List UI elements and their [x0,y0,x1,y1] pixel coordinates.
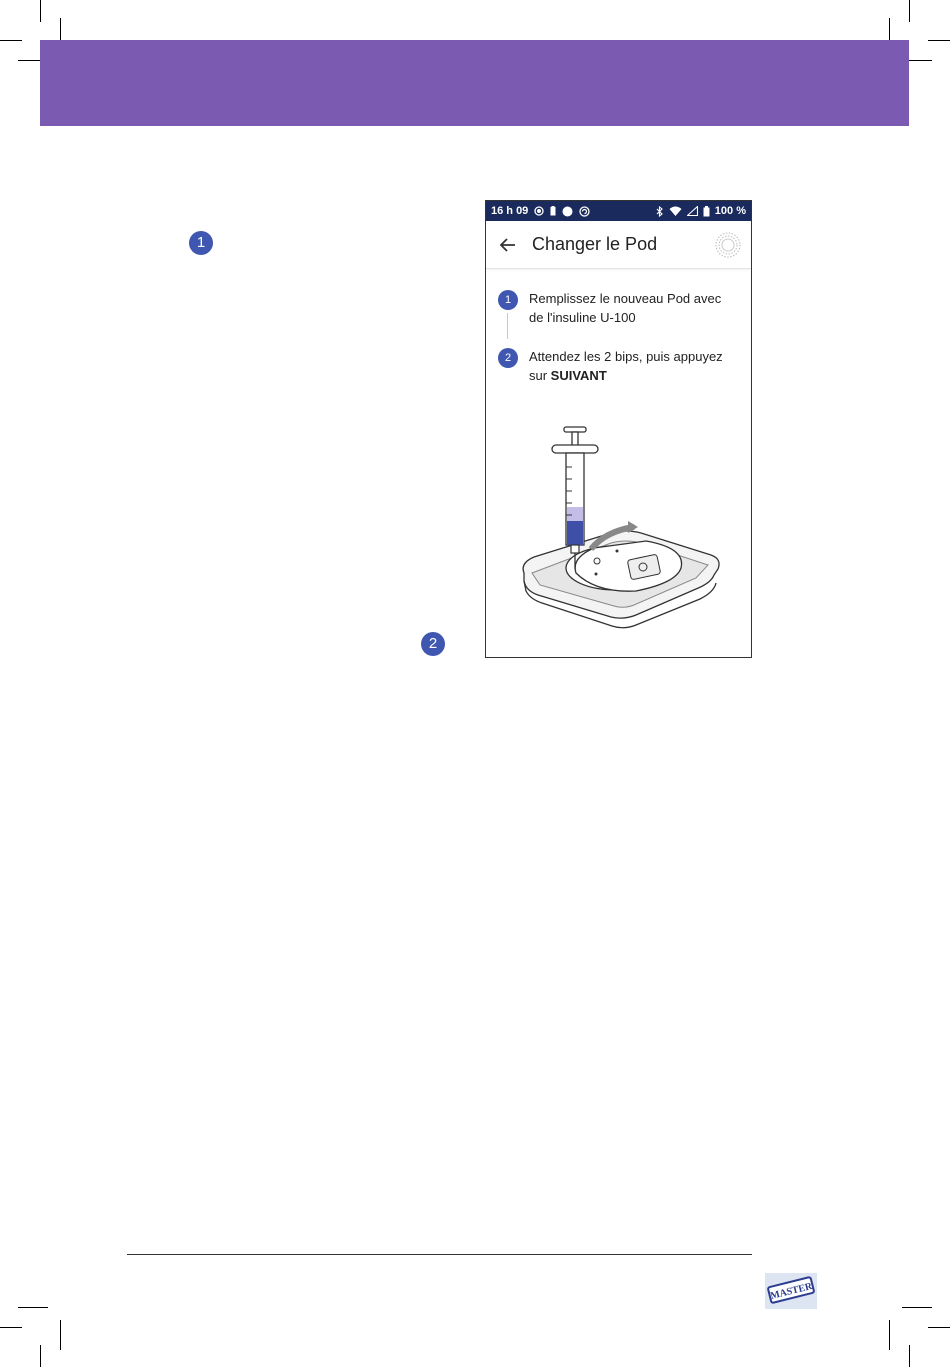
step-number: 1 [498,290,518,310]
step-marker-1: 1 [189,231,213,255]
header-band [40,40,909,126]
step-item [498,289,739,327]
step-text: Remplissez le nouveau Pod avec de l'insuline U-100 [529,291,722,325]
crop-mark [60,1320,61,1350]
step-text-prefix: Attendez les 2 bips, puis appuyez sur [529,349,723,383]
bluetooth-icon [656,206,664,217]
crop-mark [909,0,910,22]
step-item [498,347,739,385]
step-text [529,347,734,385]
battery-icon [703,206,710,217]
crop-mark [909,1345,910,1367]
crop-mark [0,1327,22,1328]
crop-mark [0,40,22,41]
crop-mark [889,1320,890,1350]
status-time: 16 h 09 [491,205,529,217]
phone-screenshot [485,200,752,658]
syringe-filling-pod-icon [516,423,726,633]
crop-mark [18,1307,48,1308]
step-marker-2: 2 [421,632,445,656]
master-stamp [765,1273,817,1309]
stamp-text: MASTER [769,1280,814,1302]
battery-level: 100 % [714,205,746,217]
back-arrow-icon[interactable] [498,235,518,255]
circle-icon [562,206,573,217]
app-bar [486,221,751,269]
crop-mark [902,1307,932,1308]
sync-icon [579,206,590,217]
crop-mark [928,1327,950,1328]
crop-mark [40,0,41,22]
crop-mark [40,1345,41,1367]
step-text-bold: SUIVANT [550,368,607,383]
steps-list [486,269,751,385]
page-title: Changer le Pod [532,234,658,254]
pod-status-icon[interactable] [715,232,741,258]
crop-mark [928,40,950,41]
footer-rule [127,1254,752,1255]
signal-icon [687,206,698,216]
wifi-icon [669,206,682,216]
battery-saver-icon [550,206,556,216]
step-number: 2 [498,348,518,368]
status-bar [486,201,751,221]
record-icon [534,206,544,216]
